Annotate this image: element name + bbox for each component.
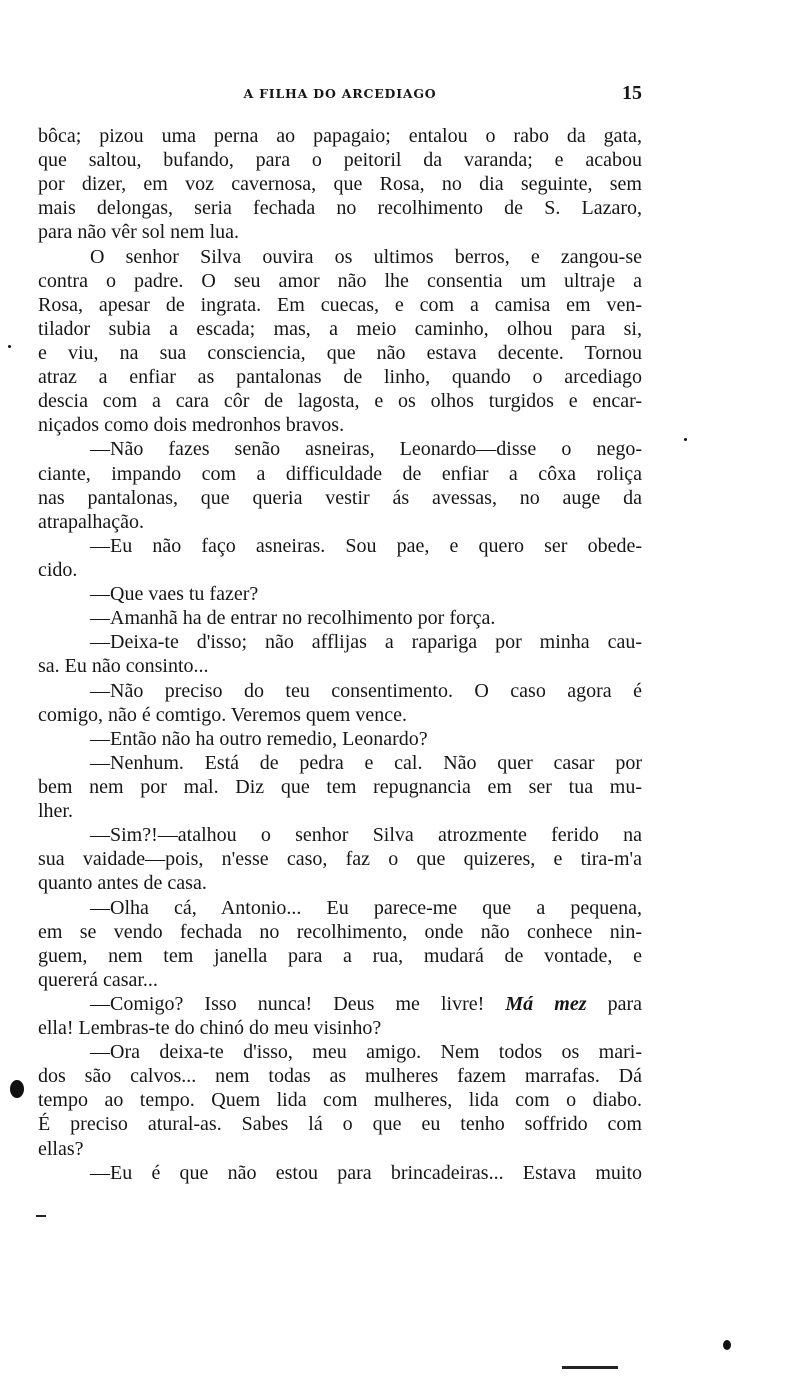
- text-line: —Não preciso do teu consentimento. O caso agora é: [90, 679, 642, 702]
- text-line: quanto antes de casa.: [38, 872, 207, 895]
- text-line: —Que vaes tu fazer?: [90, 583, 259, 606]
- text-line: ella! Lembras-te do chinó do meu visinho?: [38, 1017, 382, 1040]
- text-line: contra o padre. O seu amor não lhe consentia um ultraje a: [38, 269, 642, 292]
- text-line: quererá casar...: [38, 968, 158, 991]
- text-line: —Então não ha outro remedio, Leonardo?: [90, 727, 428, 750]
- text-line: tempo ao tempo. Quem lida com mulheres, lida com o diabo.: [38, 1089, 642, 1112]
- ink-speck: [10, 1080, 24, 1098]
- running-head: [38, 82, 642, 108]
- text-line: ciante, impando com a difficuldade de enfiar a côxa roliça: [38, 462, 642, 485]
- text-line: comigo, não é comtigo. Veremos quem vence.: [38, 703, 407, 726]
- text-line: para não vêr sol nem lua.: [38, 221, 240, 244]
- text-line: dos são calvos... nem todas as mulheres fazem marrafas. Dá: [38, 1065, 642, 1088]
- ink-speck: [8, 345, 11, 348]
- text-line: sua vaidade—pois, n'esse caso, faz o que quizeres, e tira-m'a: [38, 848, 642, 871]
- text-line: ellas?: [38, 1137, 84, 1160]
- text-line: —Amanhã ha de entrar no recolhimento por força.: [90, 607, 496, 630]
- text-line: bem nem por mal. Diz que tem repugnancia em ser tua mu-: [38, 775, 642, 798]
- scan-mark: [562, 1366, 618, 1369]
- text-line: tilador subia a escada; mas, a meio caminho, olhou para si,: [38, 317, 642, 340]
- text-line-segment: para: [586, 992, 642, 1015]
- text-line: Rosa, apesar de ingrata. Em cuecas, e com a camisa em ven-: [38, 293, 642, 316]
- text-line: —Não fazes senão asneiras, Leonardo—disse o nego-: [90, 438, 642, 461]
- text-line: niçados como dois medronhos bravos.: [38, 414, 345, 437]
- text-line: atrapalhação.: [38, 510, 145, 533]
- italic-phrase: Má mez: [505, 992, 587, 1015]
- text-line-segment: —Comigo? Isso nunca! Deus me livre!: [90, 992, 506, 1015]
- text-line: descia com a cara côr de lagosta, e os olhos turgidos e encar-: [38, 390, 642, 413]
- text-line: e viu, na sua consciencia, que não estava decente. Tornou: [38, 341, 642, 364]
- text-line: lher.: [38, 800, 73, 823]
- text-line: nas pantalonas, que queria vestir ás avessas, no auge da: [38, 486, 642, 509]
- text-line: —Eu é que não estou para brincadeiras... Estava muito: [90, 1161, 642, 1184]
- text-line: por dizer, em voz cavernosa, que Rosa, no dia seguinte, sem: [38, 173, 642, 196]
- ink-speck: [684, 438, 687, 441]
- text-line: —Deixa-te d'isso; não afflijas a rapariga por minha cau-: [90, 631, 642, 654]
- text-line: —Olha cá, Antonio... Eu parece-me que a pequena,: [90, 896, 642, 919]
- text-line: bôca; pizou uma perna ao papagaio; entalou o rabo da gata,: [38, 125, 642, 147]
- text-line: mais delongas, seria fechada no recolhimento de S. Lazaro,: [38, 197, 642, 220]
- scan-mark: [36, 1215, 46, 1217]
- text-line: —Ora deixa-te d'isso, meu amigo. Nem todos os mari-: [90, 1041, 642, 1064]
- text-line: —Sim?!—atalhou o senhor Silva atrozmente ferido na: [90, 824, 642, 847]
- running-title: A FILHA DO ARCEDIAGO: [243, 86, 437, 101]
- text-line: cido.: [38, 558, 78, 581]
- text-line: em se vendo fechada no recolhimento, onde não conhece nin-: [38, 920, 642, 943]
- text-line: —Eu não faço asneiras. Sou pae, e quero ser obede-: [90, 534, 642, 557]
- text-line: que saltou, bufando, para o peitoril da varanda; e acabou: [38, 149, 642, 172]
- ink-speck: [723, 1340, 731, 1350]
- text-line: É preciso atural-as. Sabes lá o que eu tenho soffrido com: [38, 1113, 642, 1136]
- text-line: sa. Eu não consinto...: [38, 655, 209, 678]
- text-line: —Nenhum. Está de pedra e cal. Não quer casar por: [90, 751, 642, 774]
- text-line: [38, 992, 642, 1016]
- text-line: atraz a enfiar as pantalonas de linho, quando o arcediago: [38, 366, 642, 389]
- text-line: O senhor Silva ouvira os ultimos berros, e zangou-se: [90, 245, 642, 268]
- body-text: [38, 124, 642, 1185]
- page-number: 15: [622, 82, 642, 104]
- text-line: guem, nem tem janella para a rua, mudará de vontade, e: [38, 944, 642, 967]
